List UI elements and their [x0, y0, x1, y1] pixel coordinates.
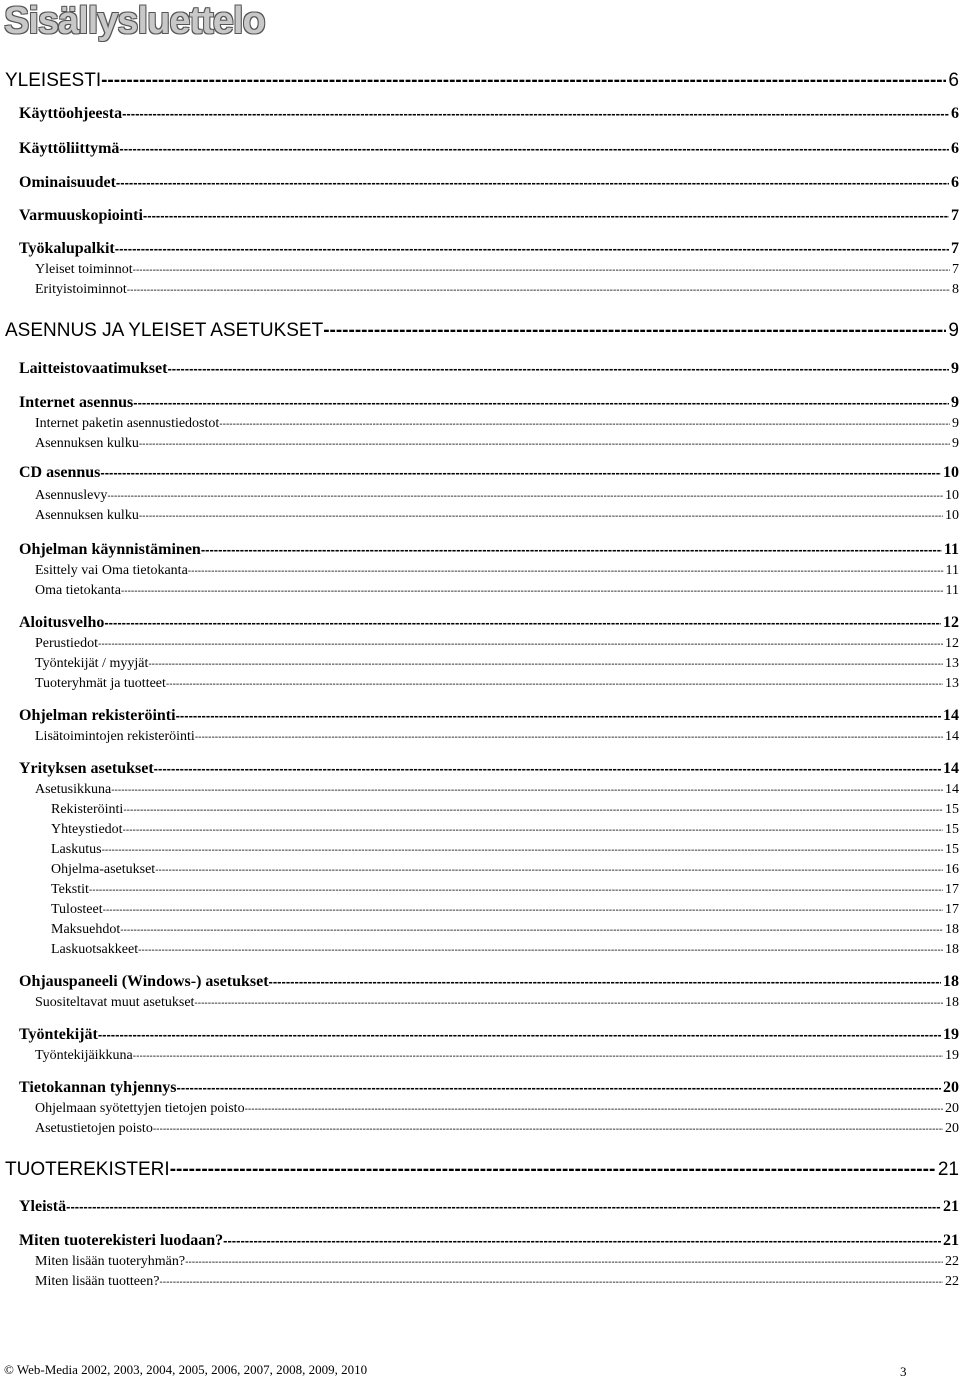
toc-dot-leader [119, 141, 949, 156]
toc-dot-leader [139, 511, 943, 522]
toc-entry[interactable] [5, 1159, 959, 1181]
toc-entry[interactable] [51, 942, 959, 960]
toc-entry-title: Yleiset toiminnot [35, 262, 133, 277]
toc-entry-page: 14 [945, 782, 959, 797]
toc-entry-title: Laitteistovaatimukset [19, 360, 168, 377]
toc-entry-title: Varmuuskopiointi [19, 207, 143, 224]
toc-entry-page: 13 [945, 676, 959, 691]
toc-entry-page: 9 [951, 360, 959, 377]
toc-dot-leader [223, 1233, 941, 1248]
toc-entry-title: Ohjelman rekisteröinti [19, 707, 176, 724]
toc-dot-leader [194, 998, 943, 1009]
toc-entry-title: Perustiedot [35, 636, 98, 651]
toc-entry-page: 14 [943, 760, 959, 777]
toc-entry-page: 10 [943, 464, 959, 481]
page-title: Sisällysluettelo [4, 0, 265, 42]
toc-entry-page: 7 [951, 240, 959, 257]
toc-entry[interactable] [51, 922, 959, 940]
toc-dot-leader [166, 679, 943, 690]
toc-entry-page: 19 [943, 1026, 959, 1043]
toc-entry-page: 8 [952, 282, 959, 297]
toc-entry-title: Käyttöohjeesta [19, 105, 123, 122]
toc-entry-title: Työntekijät [19, 1026, 98, 1043]
toc-entry-page: 9 [952, 436, 959, 451]
toc-dot-leader [127, 285, 950, 296]
toc-dot-leader [143, 208, 949, 223]
toc-entry-page: 6 [951, 105, 959, 122]
toc-entry[interactable] [51, 862, 959, 880]
toc-entry[interactable] [19, 541, 959, 561]
toc-dot-leader [66, 1199, 941, 1214]
toc-entry[interactable] [19, 207, 959, 227]
toc-entry-title: TUOTEREKISTERI [5, 1159, 170, 1180]
toc-entry-page: 20 [945, 1101, 959, 1116]
toc-entry[interactable] [35, 1254, 959, 1272]
toc-entry-title: Asennuksen kulku [35, 436, 139, 451]
toc-entry-title: Työkalupalkit [19, 240, 115, 257]
toc-entry-title: Ohjelman käynnistäminen [19, 541, 201, 558]
toc-entry[interactable] [35, 676, 959, 694]
toc-entry-title: CD asennus [19, 464, 101, 481]
toc-entry[interactable] [35, 1274, 959, 1292]
toc-entry[interactable] [19, 1198, 959, 1218]
toc-dot-leader [101, 70, 946, 92]
toc-entry[interactable] [51, 882, 959, 900]
toc-entry-page: 18 [945, 922, 959, 937]
toc-entry[interactable] [35, 782, 959, 800]
toc-dot-leader [323, 320, 946, 342]
toc-entry-title: Asetusikkuna [35, 782, 112, 797]
toc-entry[interactable] [19, 973, 959, 993]
toc-dot-leader [133, 265, 950, 276]
toc-entry-title: Maksuehdot [51, 922, 121, 937]
toc-dot-leader [201, 542, 942, 557]
toc-entry-title: Internet asennus [19, 394, 134, 411]
toc-entry-title: Yrityksen asetukset [19, 760, 154, 777]
toc-entry-title: Erityistoiminnot [35, 282, 127, 297]
toc-dot-leader [138, 945, 943, 956]
toc-entry[interactable] [19, 174, 959, 194]
toc-entry-page: 20 [945, 1121, 959, 1136]
toc-entry-title: Yleistä [19, 1198, 67, 1215]
toc-entry-page: 10 [945, 488, 959, 503]
toc-dot-leader [155, 865, 943, 876]
toc-entry[interactable] [19, 707, 959, 727]
toc-entry-title: Yhteystiedot [51, 822, 123, 837]
toc-entry[interactable] [35, 1101, 959, 1119]
toc-entry-page: 17 [945, 882, 959, 897]
toc-entry-page: 9 [951, 394, 959, 411]
toc-entry[interactable] [35, 729, 959, 747]
toc-entry-title: Ohjauspaneeli (Windows-) asetukset [19, 973, 269, 990]
toc-entry[interactable] [19, 240, 959, 260]
toc-entry[interactable] [5, 70, 959, 92]
toc-entry[interactable] [51, 842, 959, 860]
toc-entry-title: Työntekijäikkuna [35, 1048, 133, 1063]
toc-dot-leader [148, 659, 943, 670]
toc-entry-title: Oma tietokanta [35, 583, 121, 598]
toc-entry[interactable] [35, 488, 959, 506]
toc-dot-leader [111, 785, 943, 796]
toc-entry-title: Rekisteröinti [51, 802, 124, 817]
toc-entry-page: 22 [945, 1274, 959, 1289]
toc-entry[interactable] [35, 995, 959, 1013]
toc-entry[interactable] [35, 436, 959, 454]
toc-dot-leader [104, 615, 941, 630]
toc-entry-title: Internet paketin asennustiedostot [35, 416, 220, 431]
toc-dot-leader [98, 1027, 941, 1042]
toc-entry-page: 6 [948, 70, 959, 91]
toc-entry[interactable] [19, 464, 959, 484]
toc-entry-page: 12 [945, 636, 959, 651]
toc-entry-page: 16 [945, 862, 959, 877]
toc-entry-page: 6 [951, 174, 959, 191]
toc-entry-title: Laskuotsakkeet [51, 942, 139, 957]
toc-dot-leader [103, 905, 943, 916]
toc-entry-page: 21 [943, 1198, 959, 1215]
copyright-notice: © Web-Media 2002, 2003, 2004, 2005, 2006, 2007, 2008, 2009, 2010 [4, 1362, 368, 1377]
toc-entry-title: Esittely vai Oma tietokanta [35, 563, 188, 578]
toc-entry-page: 6 [951, 140, 959, 157]
toc-entry[interactable] [35, 656, 959, 674]
toc-dot-leader [133, 395, 949, 410]
toc-entry-page: 21 [943, 1232, 959, 1249]
toc-dot-leader [167, 361, 949, 376]
toc-entry-page: 12 [943, 614, 959, 631]
toc-entry-page: 11 [943, 541, 959, 558]
toc-entry-page: 7 [952, 262, 959, 277]
toc-entry[interactable] [35, 282, 959, 300]
toc-entry-title: Miten tuoterekisteri luodaan? [19, 1232, 224, 1249]
toc-entry[interactable] [19, 140, 959, 160]
toc-entry[interactable] [51, 802, 959, 820]
toc-entry-page: 18 [945, 942, 959, 957]
toc-dot-leader [116, 175, 949, 190]
toc-dot-leader [245, 1104, 943, 1115]
toc-entry-page: 11 [945, 563, 959, 578]
toc-entry-page: 21 [937, 1159, 959, 1180]
toc-entry[interactable] [19, 360, 959, 380]
toc-entry[interactable] [35, 416, 959, 434]
toc-dot-leader [177, 1080, 941, 1095]
toc-dot-leader [139, 439, 950, 450]
toc-entry-title: YLEISESTI [5, 70, 102, 91]
toc-dot-leader [195, 732, 943, 743]
toc-dot-leader [98, 639, 943, 650]
toc-entry-page: 14 [943, 707, 959, 724]
toc-entry-title: Lisätoimintojen rekisteröinti [35, 729, 195, 744]
toc-dot-leader [102, 845, 943, 856]
toc-entry-page: 20 [943, 1079, 959, 1096]
toc-entry-page: 15 [945, 842, 959, 857]
toc-entry[interactable] [19, 1079, 959, 1099]
toc-entry[interactable] [51, 822, 959, 840]
toc-dot-leader [100, 465, 941, 480]
toc-entry-page: 9 [952, 416, 959, 431]
toc-entry-title: Tuoteryhmät ja tuotteet [35, 676, 166, 691]
toc-entry-title: Laskutus [51, 842, 102, 857]
toc-entry-title: Aloitusvelho [19, 614, 105, 631]
toc-entry-page: 7 [951, 207, 959, 224]
toc-entry[interactable] [51, 902, 959, 920]
toc-entry[interactable] [35, 636, 959, 654]
toc-dot-leader [188, 566, 944, 577]
toc-dot-leader [120, 925, 943, 936]
toc-entry-title: Miten lisään tuotteen? [35, 1274, 160, 1289]
toc-entry[interactable] [19, 394, 959, 414]
toc-entry-title: Käyttöliittymä [19, 140, 120, 157]
toc-dot-leader [185, 1257, 943, 1268]
toc-entry[interactable] [35, 1048, 959, 1066]
toc-entry[interactable] [35, 262, 959, 280]
toc-entry-title: Miten lisään tuoteryhmän? [35, 1254, 186, 1269]
toc-entry[interactable] [35, 563, 959, 581]
toc-entry-page: 18 [945, 995, 959, 1010]
toc-dot-leader [121, 586, 944, 597]
toc-dot-leader [153, 1124, 943, 1135]
toc-entry[interactable] [19, 1232, 959, 1252]
toc-entry-page: 14 [945, 729, 959, 744]
toc-entry-page: 9 [948, 320, 959, 341]
toc-dot-leader [115, 241, 949, 256]
toc-dot-leader [123, 825, 943, 836]
page-number: 3 [900, 1364, 907, 1379]
toc-entry-title: Tekstit [51, 882, 89, 897]
toc-dot-leader [170, 1159, 936, 1181]
toc-dot-leader [89, 885, 943, 896]
toc-dot-leader [269, 974, 941, 989]
toc-entry-page: 19 [945, 1048, 959, 1063]
toc-entry-title: Ohjelma-asetukset [51, 862, 156, 877]
toc-entry-page: 22 [945, 1254, 959, 1269]
toc-entry-title: Suositeltavat muut asetukset [35, 995, 195, 1010]
toc-entry[interactable] [35, 1121, 959, 1139]
toc-dot-leader [219, 419, 950, 430]
toc-dot-leader [154, 761, 941, 776]
toc-entry-title: Asennuksen kulku [35, 508, 139, 523]
toc-entry[interactable] [19, 614, 959, 634]
toc-dot-leader [133, 1051, 943, 1062]
toc-entry-page: 18 [943, 973, 959, 990]
toc-entry-title: ASENNUS JA YLEISET ASETUKSET [5, 320, 324, 341]
toc-entry[interactable] [5, 320, 959, 342]
toc-entry-page: 15 [945, 822, 959, 837]
toc-entry[interactable] [35, 508, 959, 526]
page-footer [0, 1362, 960, 1382]
toc-entry[interactable] [19, 1026, 959, 1046]
toc-entry-title: Tulosteet [51, 902, 103, 917]
toc-dot-leader [122, 106, 949, 121]
toc-entry[interactable] [19, 105, 959, 125]
toc-dot-leader [159, 1277, 943, 1288]
toc-dot-leader [176, 708, 941, 723]
toc-entry-page: 13 [945, 656, 959, 671]
toc-entry[interactable] [35, 583, 959, 601]
toc-entry-page: 10 [945, 508, 959, 523]
toc-entry[interactable] [19, 760, 959, 780]
toc-entry-title: Tietokannan tyhjennys [19, 1079, 177, 1096]
toc-entry-title: Työntekijät / myyjät [35, 656, 149, 671]
toc-entry-page: 17 [945, 902, 959, 917]
toc-dot-leader [107, 491, 943, 502]
toc-dot-leader [123, 805, 943, 816]
toc-entry-title: Ominaisuudet [19, 174, 116, 191]
toc-entry-page: 11 [945, 583, 959, 598]
toc-entry-title: Ohjelmaan syötettyjen tietojen poisto [35, 1101, 245, 1116]
toc-entry-title: Asennuslevy [35, 488, 108, 503]
toc-entry-title: Asetustietojen poisto [35, 1121, 153, 1136]
toc-entry-page: 15 [945, 802, 959, 817]
